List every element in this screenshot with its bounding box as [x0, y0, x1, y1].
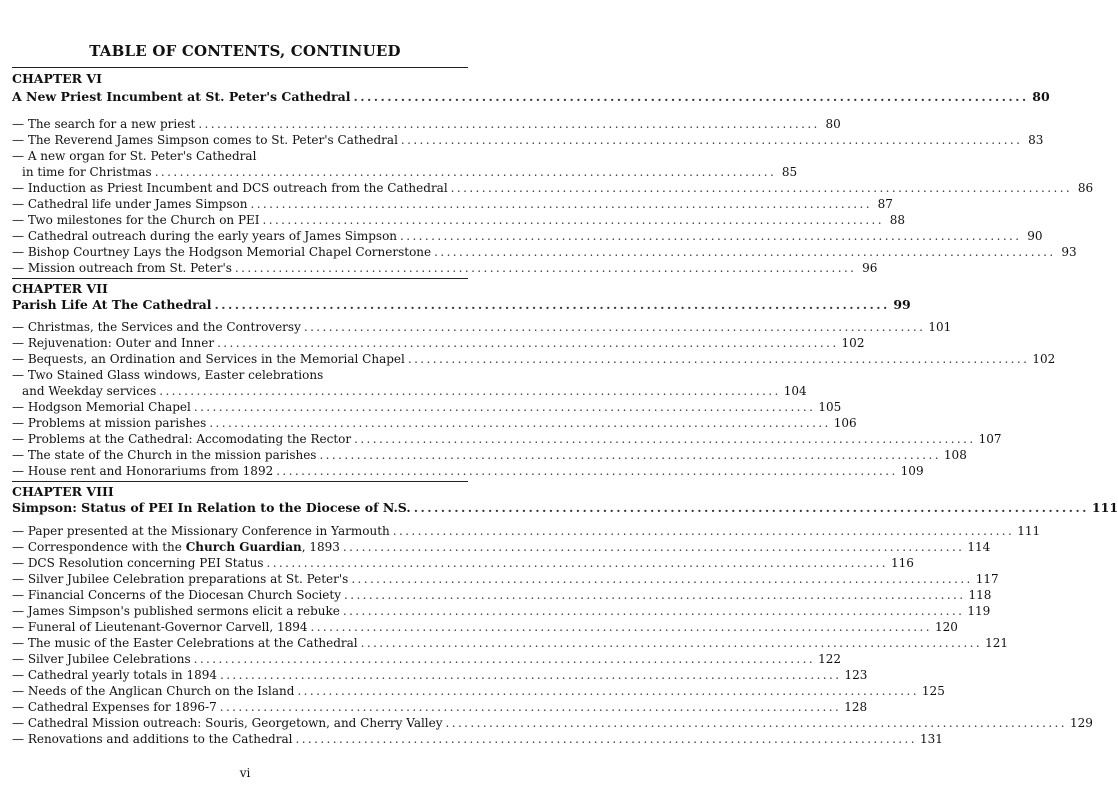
entry-text: — Funeral of Lieutenant-Governor Carvell, 1894	[12, 620, 308, 634]
entry-text: — Two milestones for the Church on PEI	[12, 213, 260, 227]
dot-leader: ....................................................................................................	[262, 213, 884, 227]
entry-text: — Paper presented at the Missionary Conference in Yarmouth	[12, 524, 390, 538]
dot-leader: ....................................................................................................	[344, 588, 966, 602]
toc-entry[interactable]	[12, 683, 945, 699]
dot-leader: ....................................................................................................	[209, 416, 831, 430]
page-number: 83	[1028, 133, 1044, 147]
page-number: 122	[818, 652, 841, 666]
entry-text: — Christmas, the Services and the Controversy	[12, 320, 301, 334]
toc-entry[interactable]	[12, 619, 958, 635]
toc-entry[interactable]	[12, 180, 1094, 196]
chapter-heading[interactable]	[12, 297, 911, 313]
toc-entry[interactable]	[12, 116, 841, 132]
toc-entry[interactable]	[12, 715, 1093, 731]
dot-leader: ....................................................................................................	[297, 684, 919, 698]
toc-entry[interactable]	[12, 260, 878, 276]
page-number: 116	[890, 556, 914, 570]
chapter-heading-text: A New Priest Incumbent at St. Peter's Cathedral	[12, 89, 351, 104]
dot-leader: ....................................................................................................	[295, 732, 917, 746]
page-number: 102	[1032, 352, 1056, 366]
toc-entry-continuation[interactable]	[22, 383, 807, 399]
toc-entry[interactable]	[12, 132, 1044, 148]
chapter-rule	[12, 278, 468, 279]
chapter-rule	[12, 67, 468, 68]
toc-entry-continuation[interactable]	[22, 164, 798, 180]
toc-entry[interactable]	[12, 555, 914, 571]
dot-leader: ....................................................................................................	[234, 261, 857, 275]
entry-text: in time for Christmas	[22, 165, 152, 179]
entry-text	[12, 539, 340, 555]
entry-text-part: — Correspondence with the	[12, 540, 186, 554]
page-number: 93	[1061, 245, 1077, 259]
dot-leader: ....................................................................................................	[154, 165, 777, 179]
entry-text: — Financial Concerns of the Diocesan Church Society	[12, 588, 342, 602]
dot-leader: ....................................................................................................	[310, 620, 932, 634]
entry-text: — Mission outreach from St. Peter's	[12, 261, 232, 275]
dot-leader: ....................................................................................................	[250, 197, 872, 211]
page-number: 87	[877, 197, 893, 211]
page-number: 128	[844, 700, 868, 714]
page-number: 102	[841, 336, 865, 350]
entry-text: — Silver Jubilee Celebrations	[12, 652, 191, 666]
entry-text: — Needs of the Anglican Church on the Island	[12, 684, 295, 698]
entry-text: — Silver Jubilee Celebration preparations at St. Peter's	[12, 572, 349, 586]
dot-leader: ....................................................................................................	[392, 524, 1015, 538]
dot-leader: ....................................................................................................	[319, 448, 941, 462]
page-number: 111	[1091, 500, 1118, 515]
toc-entry[interactable]	[12, 523, 1041, 539]
page-number: 119	[967, 604, 991, 618]
dot-leader: ....................................................................................................	[407, 352, 1030, 366]
page-number: 125	[921, 684, 945, 698]
chapter-heading-text: Simpson: Status of PEI In Relation to the Diocese of N.S.	[12, 500, 411, 515]
chapter-label: CHAPTER VI	[12, 71, 102, 86]
entry-text: — The music of the Easter Celebrations at the Cathedral	[12, 636, 358, 650]
chapter-label: CHAPTER VIII	[12, 484, 114, 499]
publication-title: Church Guardian	[185, 540, 302, 554]
page-number: 109	[900, 464, 924, 478]
entry-text: — Two Stained Glass windows, Easter celebrations	[12, 368, 324, 382]
page-number: 131	[919, 732, 943, 746]
page-number: 121	[985, 636, 1008, 650]
entry-text: — Cathedral yearly totals in 1894	[12, 668, 217, 682]
dot-leader: ....................................................................................................	[266, 556, 888, 570]
toc-entry[interactable]	[12, 335, 865, 351]
chapter-label: CHAPTER VII	[12, 281, 108, 296]
entry-text: — DCS Resolution concerning PEI Status	[12, 556, 264, 570]
dot-leader: ....................................................................................................	[219, 668, 842, 682]
dot-leader: ....................................................................................................	[360, 636, 983, 650]
dot-leader: ....................................................................................................	[193, 400, 816, 414]
page-number: 105	[818, 400, 842, 414]
toc-entry[interactable]	[12, 731, 943, 747]
page-number: 114	[967, 540, 991, 554]
entry-text: — Renovations and additions to the Cathedral	[12, 732, 293, 746]
chapter-heading[interactable]	[12, 89, 1050, 105]
dot-leader: ....................................................................................................	[193, 652, 816, 666]
dot-leader: ....................................................................................................	[434, 245, 1056, 259]
dot-leader: ....................................................................................................	[400, 133, 1023, 147]
dot-leader: ....................................................................................................	[276, 464, 898, 478]
entry-text: — The Reverend James Simpson comes to St. Peter's Cathedral	[12, 133, 398, 147]
toc-entry[interactable]	[12, 399, 842, 415]
toc-entry[interactable]	[12, 539, 991, 555]
page-number: 111	[1017, 524, 1041, 538]
entry-text: — Bequests, an Ordination and Services in the Memorial Chapel	[12, 352, 405, 366]
chapter-heading[interactable]	[12, 500, 1118, 516]
page-number: 101	[928, 320, 952, 334]
toc-entry[interactable]	[12, 415, 857, 431]
dot-leader: ....................................................................................................	[354, 432, 976, 446]
dot-leader: ....................................................................................................	[219, 700, 842, 714]
toc-entry[interactable]	[12, 463, 924, 479]
dot-leader: ....................................................................................................	[400, 229, 1022, 243]
page-number: 129	[1069, 716, 1093, 730]
toc-entry[interactable]	[12, 431, 1002, 447]
toc-entry[interactable]	[12, 667, 868, 683]
entry-text: — Bishop Courtney Lays the Hodgson Memorial Chapel Cornerstone	[12, 245, 432, 259]
dot-leader: ....................................................................................................	[198, 117, 820, 131]
page-number: 107	[978, 432, 1002, 446]
dot-leader: ....................................................................................................	[217, 336, 839, 350]
toc-entry[interactable]	[12, 244, 1077, 260]
dot-leader: ....................................................................................................	[413, 500, 1089, 515]
entry-text: — Cathedral life under James Simpson	[12, 197, 248, 211]
toc-entry[interactable]	[12, 351, 1056, 367]
page-number: 88	[889, 213, 905, 227]
page-number: 104	[783, 384, 807, 398]
page-number: 117	[975, 572, 999, 586]
page-number: 123	[844, 668, 868, 682]
page-folio: vi	[239, 766, 251, 780]
entry-text: — Cathedral Expenses for 1896-7	[12, 700, 217, 714]
entry-text: — Induction as Priest Incumbent and DCS outreach from the Cathedral	[12, 181, 448, 195]
toc-entry[interactable]	[12, 447, 967, 463]
dot-leader: ....................................................................................................	[303, 320, 926, 334]
page-number: 86	[1077, 181, 1094, 195]
chapter-rule	[12, 481, 468, 482]
toc-entry[interactable]	[12, 699, 868, 715]
toc-entry[interactable]	[12, 651, 841, 667]
dot-leader: ....................................................................................................	[445, 716, 1067, 730]
page-number: 99	[893, 297, 911, 312]
dot-leader: ....................................................................................................	[342, 540, 965, 554]
toc-entry[interactable]	[12, 587, 992, 603]
entry-text: — The state of the Church in the mission parishes	[12, 448, 317, 462]
page-number: 90	[1027, 229, 1043, 243]
entry-text: — Cathedral Mission outreach: Souris, Georgetown, and Cherry Valley	[12, 716, 443, 730]
toc-entry[interactable]	[12, 148, 468, 164]
dot-leader: ....................................................................................................	[351, 572, 973, 586]
toc-entry[interactable]	[12, 319, 952, 335]
page-number: 106	[833, 416, 857, 430]
entry-text: — Problems at mission parishes	[12, 416, 207, 430]
page-number: 108	[943, 448, 967, 462]
toc-entry[interactable]	[12, 367, 468, 383]
entry-text: — James Simpson's published sermons elicit a rebuke	[12, 604, 340, 618]
entry-text: — Cathedral outreach during the early years of James Simpson	[12, 229, 398, 243]
entry-text: — Problems at the Cathedral: Accomodating the Rector	[12, 432, 352, 446]
toc-entry[interactable]	[12, 603, 991, 619]
entry-text: and Weekday services	[22, 384, 157, 398]
entry-text: — Rejuvenation: Outer and Inner	[12, 336, 215, 350]
dot-leader: ....................................................................................................	[214, 297, 890, 312]
entry-text: — The search for a new priest	[12, 117, 196, 131]
dot-leader: ....................................................................................................	[353, 89, 1029, 104]
toc-entry[interactable]	[12, 228, 1043, 244]
page-number: 120	[934, 620, 958, 634]
page-number: 85	[781, 165, 798, 179]
page-number: 80	[825, 117, 841, 131]
toc-entry[interactable]	[12, 212, 905, 228]
toc-entry[interactable]	[12, 635, 1008, 651]
toc-entry[interactable]	[12, 196, 893, 212]
entry-text: — Hodgson Memorial Chapel	[12, 400, 191, 414]
page-number: 80	[1032, 89, 1050, 104]
toc-entry[interactable]	[12, 571, 999, 587]
page-number: 96	[862, 261, 878, 275]
entry-text: — A new organ for St. Peter's Cathedral	[12, 149, 257, 163]
dot-leader: ....................................................................................................	[159, 384, 781, 398]
page-title: TABLE OF CONTENTS, CONTINUED	[89, 42, 401, 60]
dot-leader: ....................................................................................................	[342, 604, 965, 618]
dot-leader: ....................................................................................................	[450, 181, 1073, 195]
entry-text-part: , 1893	[301, 540, 340, 554]
chapter-heading-text: Parish Life At The Cathedral	[12, 297, 212, 312]
page-number: 118	[968, 588, 992, 602]
entry-text: — House rent and Honorariums from 1892	[12, 464, 274, 478]
